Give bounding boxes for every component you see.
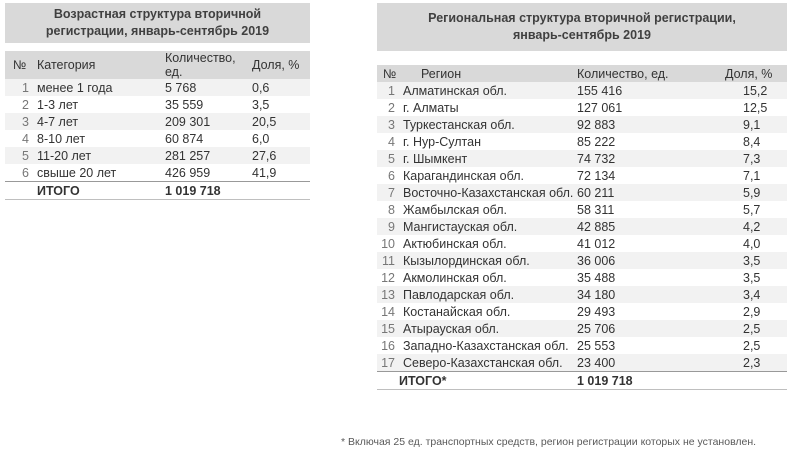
region-cell-no: 5 (377, 150, 399, 167)
region-cell-share: 2,9 (695, 303, 787, 320)
region-cell-share: 3,5 (695, 252, 787, 269)
region-row (377, 235, 787, 252)
region-cell-count: 42 885 (577, 218, 695, 235)
region-cell-count: 85 222 (577, 133, 695, 150)
region-cell-region: Павлодарская обл. (399, 286, 577, 303)
age-header-count: Количество, ед. (165, 51, 245, 79)
age-header-row (5, 51, 310, 79)
age-cell-count: 281 257 (165, 147, 245, 164)
region-cell-count: 36 006 (577, 252, 695, 269)
age-cell-category: свыше 20 лет (37, 164, 165, 182)
age-cell-count: 60 874 (165, 130, 245, 147)
age-cell-no: 1 (5, 79, 37, 96)
region-cell-count: 34 180 (577, 286, 695, 303)
age-row (5, 79, 310, 96)
age-table (5, 51, 310, 199)
region-cell-count: 60 211 (577, 184, 695, 201)
region-cell-count: 58 311 (577, 201, 695, 218)
region-row (377, 184, 787, 201)
age-row (5, 147, 310, 164)
region-row (377, 337, 787, 354)
region-cell-no: 13 (377, 286, 399, 303)
age-cell-no: 3 (5, 113, 37, 130)
region-cell-no: 2 (377, 99, 399, 116)
region-cell-no: 7 (377, 184, 399, 201)
region-structure-panel (377, 3, 787, 390)
region-row (377, 150, 787, 167)
region-cell-share: 2,5 (695, 337, 787, 354)
region-cell-share: 7,3 (695, 150, 787, 167)
region-cell-count: 25 706 (577, 320, 695, 337)
region-total-row (377, 372, 787, 390)
region-row (377, 99, 787, 116)
region-cell-region: г. Нур-Султан (399, 133, 577, 150)
region-row (377, 303, 787, 320)
region-cell-no: 6 (377, 167, 399, 184)
region-cell-region: Актюбинская обл. (399, 235, 577, 252)
region-cell-region: Северо-Казахстанская обл. (399, 354, 577, 372)
age-structure-panel (5, 3, 310, 200)
region-row (377, 133, 787, 150)
age-title-line1: Возрастная структура вторичной (53, 7, 262, 21)
region-total-count: 1 019 718 (577, 372, 695, 390)
region-cell-region: Костанайская обл. (399, 303, 577, 320)
region-cell-region: Карагандинская обл. (399, 167, 577, 184)
age-row (5, 113, 310, 130)
age-cell-no: 6 (5, 164, 37, 182)
region-cell-region: г. Шымкент (399, 150, 577, 167)
age-cell-no: 4 (5, 130, 37, 147)
region-cell-no: 8 (377, 201, 399, 218)
region-cell-no: 14 (377, 303, 399, 320)
region-row (377, 354, 787, 372)
age-cell-category: менее 1 года (37, 79, 165, 96)
age-table-title (5, 3, 310, 43)
age-table-body (5, 79, 310, 182)
region-cell-count: 35 488 (577, 269, 695, 286)
region-cell-region: Восточно-Казахстанская обл. (399, 184, 577, 201)
age-cell-count: 5 768 (165, 79, 245, 96)
region-row (377, 286, 787, 303)
region-cell-share: 3,4 (695, 286, 787, 303)
region-cell-count: 72 134 (577, 167, 695, 184)
region-cell-share: 15,2 (695, 82, 787, 99)
region-table-bottom-rule (377, 389, 787, 390)
region-cell-count: 92 883 (577, 116, 695, 133)
region-cell-share: 3,5 (695, 269, 787, 286)
region-cell-share: 7,1 (695, 167, 787, 184)
region-table (377, 65, 787, 389)
region-cell-share: 5,9 (695, 184, 787, 201)
region-row (377, 252, 787, 269)
region-cell-share: 4,2 (695, 218, 787, 235)
age-cell-no: 5 (5, 147, 37, 164)
age-cell-share: 20,5 (245, 113, 310, 130)
region-table-title (377, 3, 787, 51)
age-header-share: Доля, % (245, 51, 310, 79)
region-cell-no: 12 (377, 269, 399, 286)
region-cell-no: 17 (377, 354, 399, 372)
region-footnote: * Включая 25 ед. транспортных средств, регион регистрации которых не установлен. (341, 436, 757, 448)
region-cell-share: 12,5 (695, 99, 787, 116)
age-table-bottom-rule (5, 199, 310, 200)
region-total-label: ИТОГО* (399, 372, 577, 390)
age-cell-share: 0,6 (245, 79, 310, 96)
region-row (377, 167, 787, 184)
age-header-no: № (5, 51, 37, 79)
age-total-label: ИТОГО (37, 182, 165, 200)
region-cell-count: 41 012 (577, 235, 695, 252)
region-header-no: № (377, 65, 399, 82)
region-cell-count: 74 732 (577, 150, 695, 167)
age-cell-share: 3,5 (245, 96, 310, 113)
region-cell-region: Мангистауская обл. (399, 218, 577, 235)
region-cell-no: 15 (377, 320, 399, 337)
region-cell-region: г. Алматы (399, 99, 577, 116)
region-cell-region: Туркестанская обл. (399, 116, 577, 133)
region-cell-no: 10 (377, 235, 399, 252)
region-row (377, 82, 787, 99)
region-cell-no: 16 (377, 337, 399, 354)
region-cell-share: 8,4 (695, 133, 787, 150)
region-header-count: Количество, ед. (577, 65, 695, 82)
region-row (377, 218, 787, 235)
region-cell-region: Атырауская обл. (399, 320, 577, 337)
age-cell-category: 1-3 лет (37, 96, 165, 113)
age-cell-count: 426 959 (165, 164, 245, 182)
age-cell-share: 27,6 (245, 147, 310, 164)
region-cell-share: 5,7 (695, 201, 787, 218)
region-cell-count: 25 553 (577, 337, 695, 354)
age-row (5, 130, 310, 147)
region-cell-share: 4,0 (695, 235, 787, 252)
age-header-category: Категория (37, 51, 165, 79)
region-row (377, 320, 787, 337)
region-cell-share: 2,3 (695, 354, 787, 372)
age-cell-share: 6,0 (245, 130, 310, 147)
region-cell-count: 127 061 (577, 99, 695, 116)
region-cell-count: 23 400 (577, 354, 695, 372)
age-cell-count: 209 301 (165, 113, 245, 130)
region-cell-no: 4 (377, 133, 399, 150)
region-cell-no: 1 (377, 82, 399, 99)
region-row (377, 269, 787, 286)
region-header-share: Доля, % (695, 65, 787, 82)
age-cell-count: 35 559 (165, 96, 245, 113)
age-cell-category: 11-20 лет (37, 147, 165, 164)
region-cell-share: 9,1 (695, 116, 787, 133)
region-cell-share: 2,5 (695, 320, 787, 337)
age-cell-share: 41,9 (245, 164, 310, 182)
region-cell-region: Западно-Казахстанская обл. (399, 337, 577, 354)
region-row (377, 116, 787, 133)
age-cell-category: 8-10 лет (37, 130, 165, 147)
region-table-body (377, 82, 787, 372)
region-cell-no: 9 (377, 218, 399, 235)
region-cell-region: Кызылординская обл. (399, 252, 577, 269)
age-row (5, 164, 310, 182)
region-row (377, 201, 787, 218)
age-cell-no: 2 (5, 96, 37, 113)
region-cell-count: 155 416 (577, 82, 695, 99)
region-title-line2: январь-сентябрь 2019 (513, 28, 651, 42)
region-cell-no: 11 (377, 252, 399, 269)
region-cell-no: 3 (377, 116, 399, 133)
region-header-region: Регион (399, 65, 577, 82)
region-title-line1: Региональная структура вторичной регистрации, (428, 11, 736, 25)
region-cell-region: Жамбылская обл. (399, 201, 577, 218)
region-header-row (377, 65, 787, 82)
age-cell-category: 4-7 лет (37, 113, 165, 130)
age-total-count: 1 019 718 (165, 182, 245, 200)
age-total-row (5, 182, 310, 200)
age-row (5, 96, 310, 113)
region-cell-region: Алматинская обл. (399, 82, 577, 99)
region-cell-count: 29 493 (577, 303, 695, 320)
age-title-line2: регистрации, январь-сентябрь 2019 (45, 24, 270, 38)
region-cell-region: Акмолинская обл. (399, 269, 577, 286)
